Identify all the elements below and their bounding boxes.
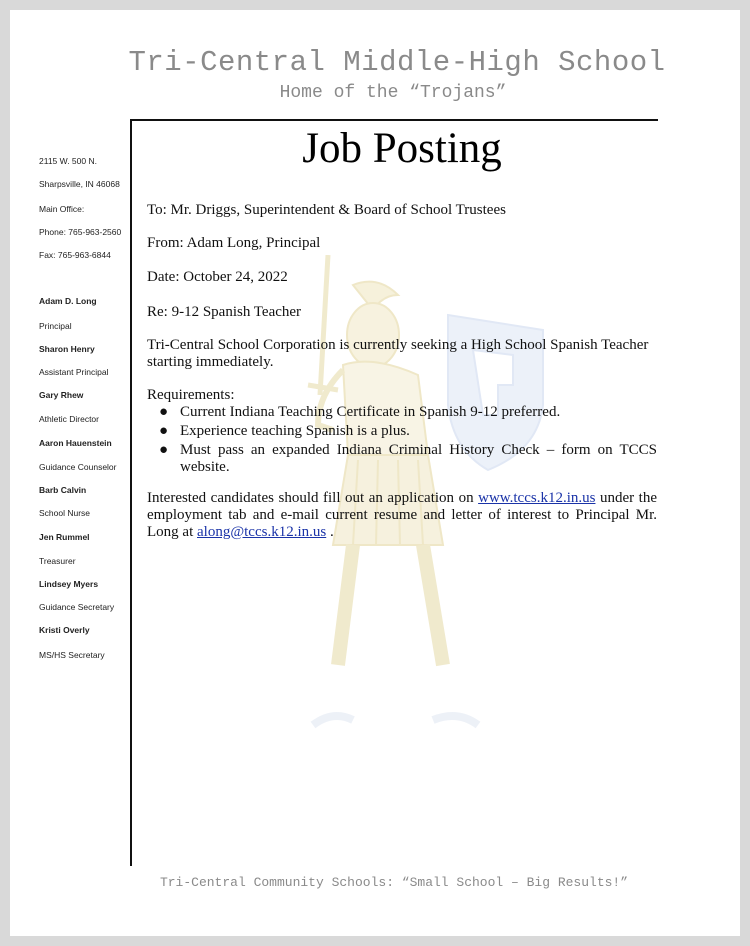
school-name: Tri-Central Middle-High School [128,46,666,79]
staff-role: Athletic Director [39,414,99,424]
footer-slogan: Tri-Central Community Schools: “Small School – Big Results!” [159,875,629,890]
requirements-section [147,387,657,478]
staff-name: Kristi Overly [39,625,90,635]
memo-to: To: Mr. Driggs, Superintendent & Board of School Trustees [147,202,506,218]
closing-text: under the employment tab and e-mail current resume and letter of interest to Principal Mr. Long at [147,490,657,540]
staff-name: Sharon Henry [39,344,95,354]
bullet-icon: ● [159,442,169,458]
staff-name: Adam D. Long [39,296,97,306]
requirement-text: Must pass an expanded Indiana Criminal History Check – form on TCCS website. [180,442,657,475]
requirements-list [147,404,657,476]
email-link[interactable]: along@tccs.k12.in.us [197,524,327,540]
memo-date: Date: October 24, 2022 [147,269,288,285]
main-office-label: Main Office: [39,204,85,214]
closing-paragraph [147,490,657,541]
staff-name: Lindsey Myers [39,579,99,589]
header-rule [130,119,658,121]
staff-role: Guidance Secretary [39,602,115,612]
bullet-icon: ● [159,404,169,420]
staff-role: Treasurer [39,556,76,566]
bullet-icon: ● [159,423,169,439]
sidebar-rule [130,119,132,866]
address-line-2: Sharpsville, IN 46068 [39,179,120,189]
requirement-text: Current Indiana Teaching Certificate in Spanish 9-12 preferred. [180,404,561,420]
page-title: Job Posting [302,125,502,172]
staff-name: Barb Calvin [39,485,87,495]
staff-name: Aaron Hauenstein [39,438,112,448]
intro-paragraph: Tri-Central School Corporation is currently seeking a High School Spanish Teacher starting immediately. [147,337,649,370]
address-line-1: 2115 W. 500 N. [39,156,97,166]
staff-name: Jen Rummel [39,532,90,542]
staff-role: Principal [39,321,72,331]
fax-number: Fax: 765-963-6844 [39,250,111,260]
staff-role: Guidance Counselor [39,462,117,472]
website-link[interactable]: www.tccs.k12.in.us [478,490,596,506]
closing-text: . [326,524,334,540]
phone-number: Phone: 765-963-2560 [39,227,122,237]
memo-from: From: Adam Long, Principal [147,235,321,251]
list-item [147,404,657,421]
staff-role: School Nurse [39,508,91,518]
requirement-text: Experience teaching Spanish is a plus. [180,423,410,439]
staff-role: MS/HS Secretary [39,650,105,660]
requirements-label: Requirements: [147,387,235,403]
memo-subject: Re: 9-12 Spanish Teacher [147,304,302,320]
school-motto: Home of the “Trojans” [279,83,507,103]
closing-text: Interested candidates should fill out an application on [147,490,479,506]
list-item [147,442,657,476]
staff-role: Assistant Principal [39,367,109,377]
list-item [147,423,657,440]
staff-name: Gary Rhew [39,390,84,400]
